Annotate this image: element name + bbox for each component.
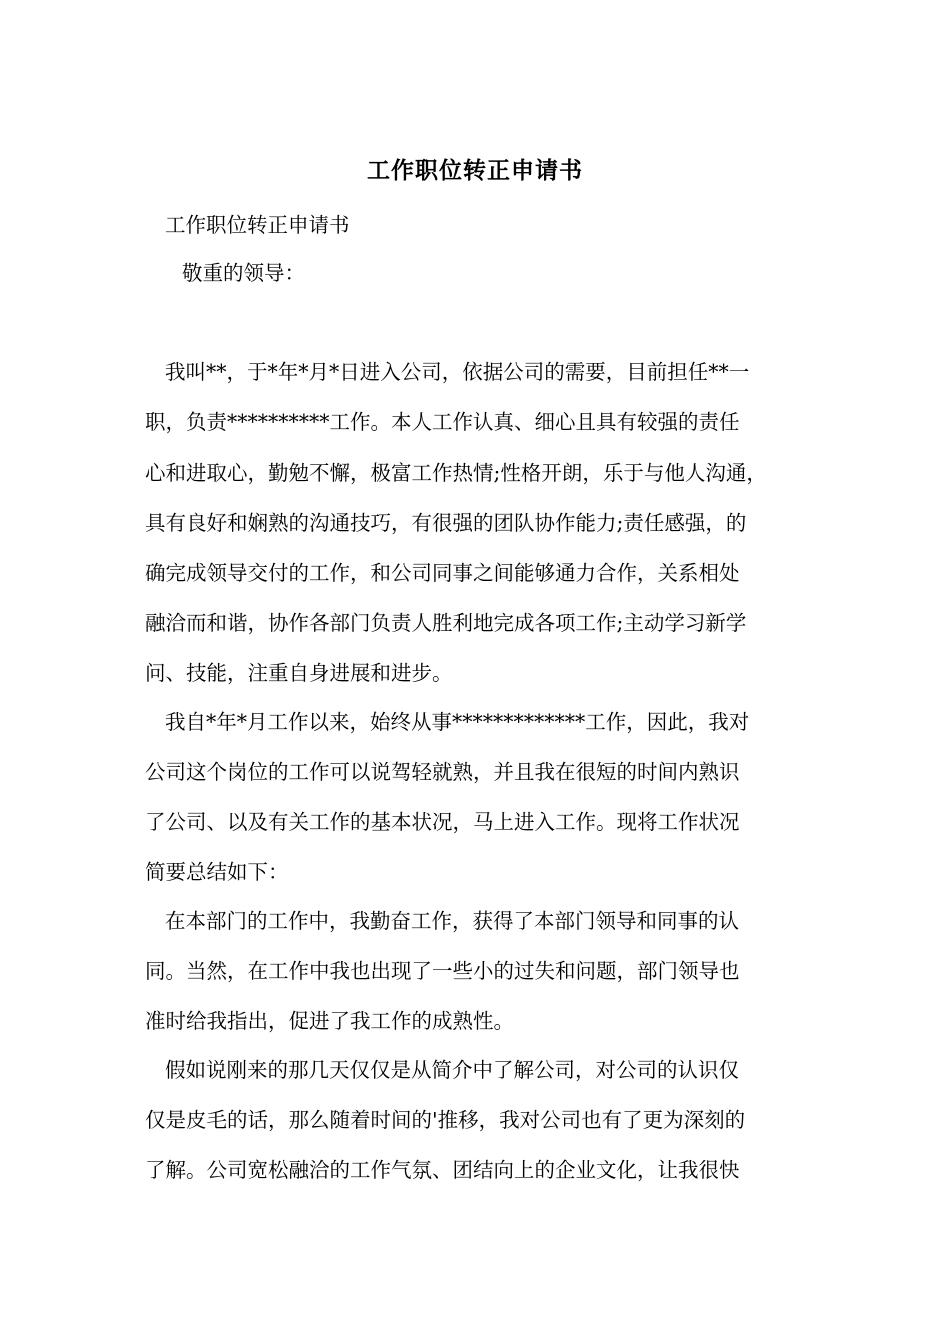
body-line: 仅是皮毛的话，那么随着时间的'推移，我对公司也有了更为深刻的 xyxy=(145,1108,746,1132)
body-line: 准时给我指出，促进了我工作的成熟性。 xyxy=(145,1009,514,1033)
body-line: 具有良好和娴熟的沟通技巧，有很强的团队协作能力;责任感强，的 xyxy=(145,511,747,535)
document-subtitle: 工作职位转正申请书 xyxy=(165,213,350,237)
body-line: 公司这个岗位的工作可以说驾轻就熟，并且我在很短的时间内熟识 xyxy=(145,760,740,784)
body-line: 融洽而和谐，协作各部门负责人胜利地完成各项工作;主动学习新学 xyxy=(145,611,747,635)
body-line: 简要总结如下： xyxy=(145,860,289,884)
body-line: 我叫**，于*年*月*日进入公司，依据公司的需要，目前担任**一 xyxy=(165,360,750,384)
body-line: 心和进取心，勤勉不懈，极富工作热情;性格开朗，乐于与他人沟通， xyxy=(145,461,767,485)
body-line: 在本部门的工作中，我勤奋工作，获得了本部门领导和同事的认 xyxy=(165,909,739,933)
body-line: 我自*年*月工作以来，始终从事*************工作，因此，我对 xyxy=(165,710,750,734)
body-line: 假如说刚来的那几天仅仅是从简介中了解公司，对公司的认识仅 xyxy=(165,1058,739,1082)
body-line: 了解。公司宽松融洽的工作气氛、团结向上的企业文化，让我很快 xyxy=(145,1158,740,1182)
salutation: 敬重的领导： xyxy=(182,261,305,285)
body-line: 问、技能，注重自身进展和进步。 xyxy=(145,661,453,685)
body-line: 同。当然，在工作中我也出现了一些小的过失和问题，部门领导也 xyxy=(145,959,740,983)
body-line: 了公司、以及有关工作的基本状况，马上进入工作。现将工作状况 xyxy=(145,810,740,834)
document-title: 工作职位转正申请书 xyxy=(367,157,583,184)
body-line: 职，负责**********工作。本人工作认真、细心且具有较强的责任 xyxy=(145,410,740,434)
body-line: 确完成领导交付的工作，和公司同事之间能够通力合作，关系相处 xyxy=(145,561,740,585)
